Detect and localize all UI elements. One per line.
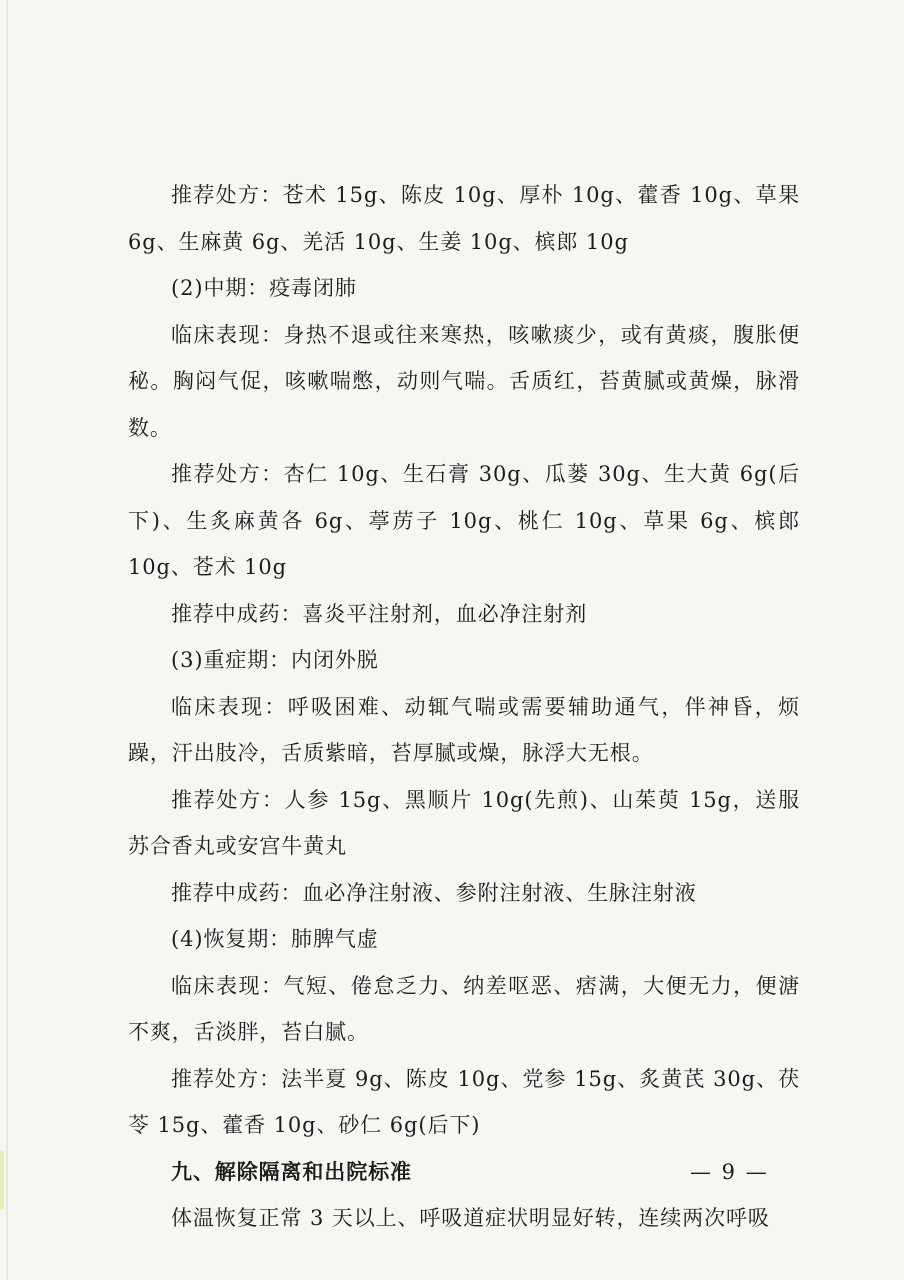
paragraph-prescription-early: 推荐处方：苍术 15g、陈皮 10g、厚朴 10g、藿香 10g、草果 6g、生麻黄 6g、羌活 10g、生姜 10g、槟郎 10g <box>128 183 800 254</box>
section-heading-discharge: 九、解除隔离和出院标准 <box>171 1159 412 1184</box>
paragraph-prescription-recovery: 推荐处方：法半夏 9g、陈皮 10g、党参 15g、炙黄芪 30g、茯苓 15g、藿香 10g、砂仁 6g(后下) <box>128 1066 800 1137</box>
paragraph-clinical-recovery: 临床表现：气短、倦怠乏力、纳差呕恶、痞满，大便无力，便溏不爽，舌淡胖，苔白腻。 <box>128 973 800 1044</box>
scan-edge-mark <box>0 1150 4 1210</box>
subheading-recovery-stage: (4)恢复期：肺脾气虚 <box>171 927 379 951</box>
paragraph-prescription-middle: 推荐处方：杏仁 10g、生石膏 30g、瓜蒌 30g、生大黄 6g(后下)、生炙麻黄各 6g、葶苈子 10g、桃仁 10g、草果 6g、槟郎 10g、苍术 10g <box>128 462 800 579</box>
scan-margin-line <box>6 0 8 1280</box>
subheading-severe-stage: (3)重症期：内闭外脱 <box>171 648 379 672</box>
subheading-middle-stage: (2)中期：疫毒闭肺 <box>171 276 357 300</box>
document-body <box>128 172 800 1242</box>
page-number: — 9 — <box>690 1160 769 1184</box>
paragraph-clinical-severe: 临床表现：呼吸困难、动辄气喘或需要辅助通气，伴神昏，烦躁，汗出肢冷，舌质紫暗，苔厚腻或燥，脉浮大无根。 <box>128 694 800 765</box>
paragraph-prescription-severe: 推荐处方：人参 15g、黑顺片 10g(先煎)、山茱萸 15g，送服苏合香丸或安宫牛黄丸 <box>128 787 800 858</box>
paragraph-patent-medicine-middle: 推荐中成药：喜炎平注射剂，血必净注射剂 <box>171 601 588 626</box>
paragraph-discharge-criteria: 体温恢复正常 3 天以上、呼吸道症状明显好转，连续两次呼吸 <box>171 1206 770 1230</box>
paragraph-clinical-middle: 临床表现：身热不退或往来寒热，咳嗽痰少，或有黄痰，腹胀便秘。胸闷气促，咳嗽喘憋，动则气喘。舌质红，苔黄腻或黄燥，脉滑数。 <box>128 322 800 440</box>
paragraph-patent-medicine-severe: 推荐中成药：血必净注射液、参附注射液、生脉注射液 <box>171 880 697 905</box>
